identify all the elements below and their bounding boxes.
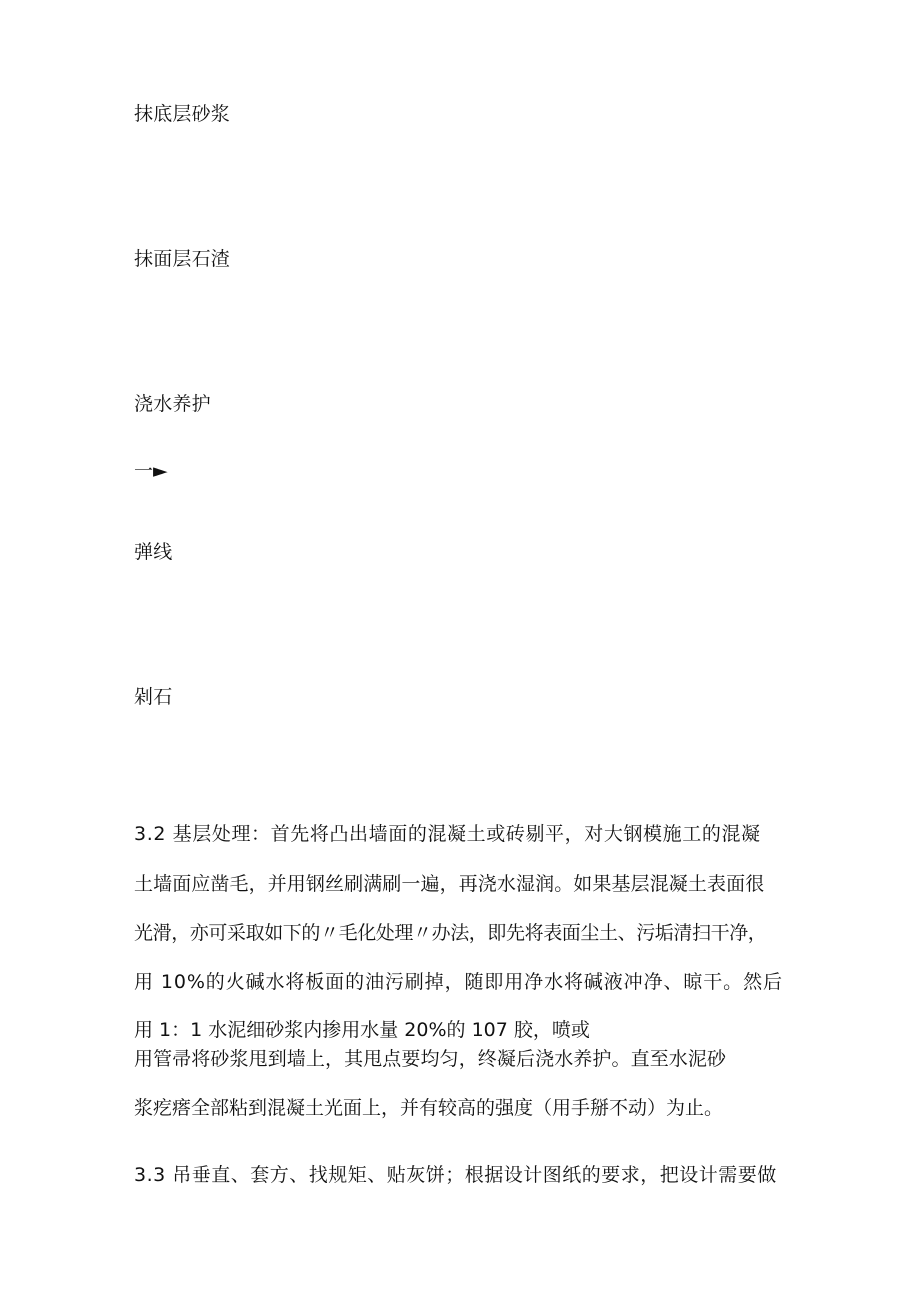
paragraph-line: 3.3 吊垂直、套方、找规矩、贴灰饼；根据设计图纸的要求，把设计需要做 [134,1164,777,1186]
paragraph-line: 土墙面应凿毛，并用钢丝刷满刷一遍，再浇水湿润。如果基层混凝土表面很 [134,873,765,895]
flow-step-plaster-stone-coat: 抹面层石渣 [134,248,231,270]
paragraph-line: 用 1：1 水泥细砂浆内掺用水量 20%的 107 胶，喷或 [134,1019,590,1041]
flow-step-chisel-stone: 剁石 [134,686,173,708]
paragraph-line: 光滑，亦可采取如下的〃毛化处理〃办法，即先将表面尘土、污垢清扫干净， [134,922,767,944]
flow-step-water-curing: 浇水养护 [134,393,211,415]
paragraph-line: 用管帚将砂浆甩到墙上，其甩点要均匀，终凝后浇水养护。直至水泥砂 [134,1048,727,1070]
flow-step-plaster-base-coat: 抹底层砂浆 [134,103,231,125]
paragraph-line: 3.2 基层处理：首先将凸出墙面的混凝土或砖剔平，对大钢模施工的混凝 [134,823,761,845]
flow-arrow-icon: 一► [134,460,168,482]
paragraph-line: 浆疙瘩全部粘到混凝土光面上，并有较高的强度（用手掰不动）为止。 [134,1097,724,1119]
flow-step-snap-line: 弹线 [134,541,173,563]
paragraph-line: 用 10%的火碱水将板面的油污刷掉，随即用净水将碱液冲净、晾干。然后 [134,971,783,993]
